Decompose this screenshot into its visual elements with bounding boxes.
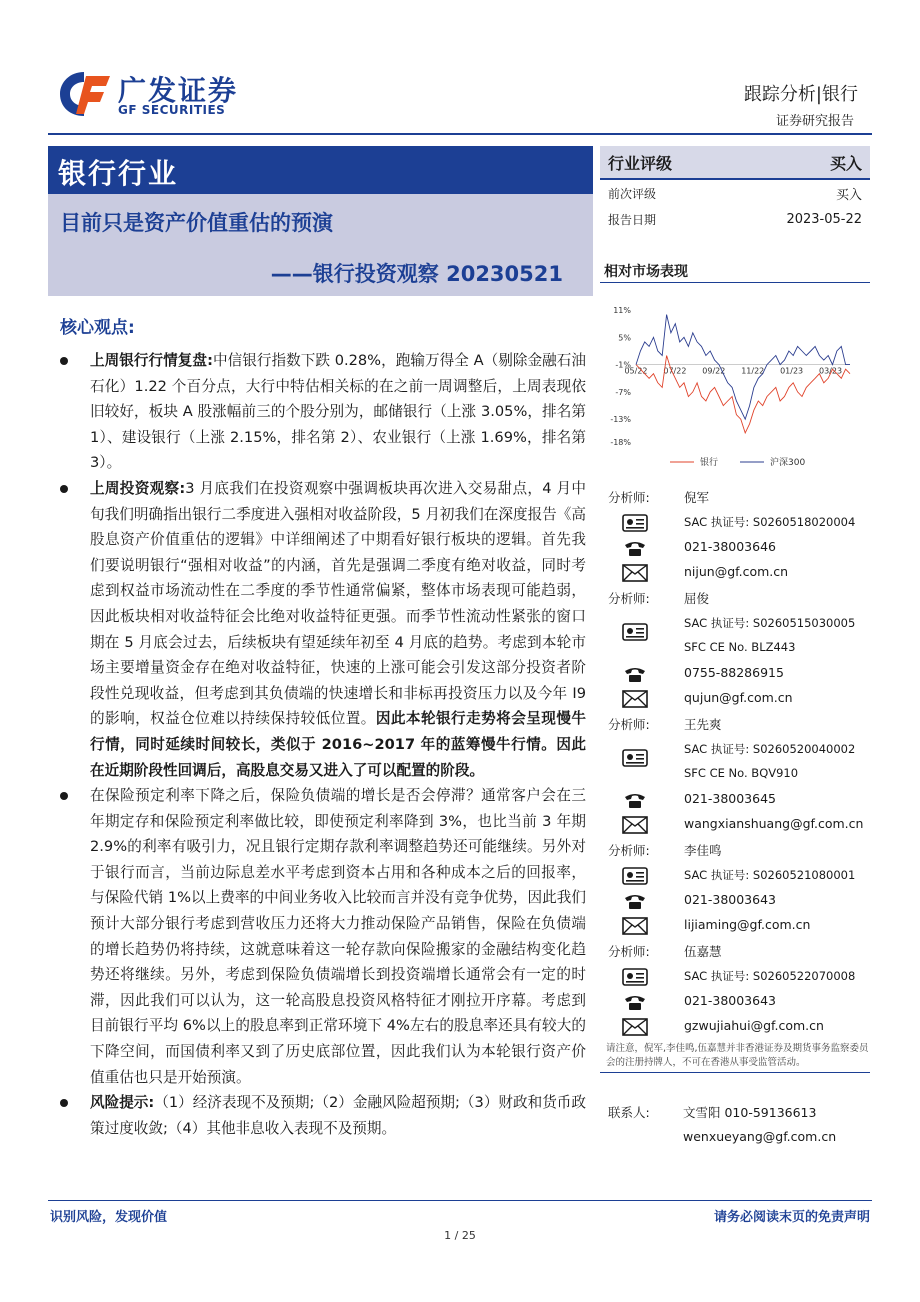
core-body [56, 348, 586, 1141]
para-insurance [56, 783, 586, 1090]
legend-label: 银行 [700, 458, 719, 468]
mail-icon [622, 1018, 648, 1036]
para-investment-view [56, 476, 586, 783]
report-date-label: 报告日期 [608, 212, 657, 227]
report-subtitle: ——银行投资观察 20230521 [270, 262, 563, 286]
x-tick-label: 03/23 [819, 366, 843, 376]
analyst-label: 分析师: [608, 490, 650, 505]
y-tick-label: 11% [613, 306, 631, 315]
page-number: 1 / 25 [444, 1229, 476, 1242]
bullet-icon [60, 792, 68, 800]
analyst-sfc: SFC CE No. BLZ443 [684, 640, 796, 654]
x-tick-label: 09/22 [702, 366, 726, 376]
analyst-email[interactable]: lijiaming@gf.com.cn [684, 917, 811, 932]
y-tick-label: -1% [615, 360, 631, 370]
x-tick-label: 05/22 [624, 366, 648, 376]
analyst-name: 倪军 [684, 490, 710, 505]
core-title: 核心观点: [60, 318, 135, 338]
para-text: 中信银行指数下跌 0.28%，跑输万得全 A（剔除金融石油石化）1.22 个百分点，大行中特估相关标的在之前一周调整后，上周表现依旧较好，板块 A 股涨幅前三的个股分别为，邮储银行（上涨 3.05%，排名第 1）、建设银行（上涨 2.15%，排名第 2）、农业银行（上涨 1.69%，排名第 3）。 [90, 352, 586, 472]
phone-icon [622, 539, 648, 557]
contact-name-phone: 文雪阳 010-59136613 [683, 1105, 817, 1120]
analyst-phone: 0755-88286915 [684, 665, 784, 680]
relative-performance-chart [600, 296, 870, 476]
note-divider [600, 1072, 870, 1073]
footer-divider [48, 1200, 872, 1201]
mail-icon [622, 564, 648, 582]
analyst-label: 分析师: [608, 591, 650, 606]
analyst-label: 分析师: [608, 843, 650, 858]
prev-rating-row [600, 180, 870, 206]
id-card-icon [622, 623, 648, 641]
id-card-icon [622, 749, 648, 767]
id-card-icon [622, 514, 648, 532]
phone-icon [622, 665, 648, 683]
para-lead: 上周投资观察: [90, 479, 186, 497]
analyst-email[interactable]: wangxianshuang@gf.com.cn [684, 816, 864, 831]
analyst-phone: 021-38003643 [684, 892, 776, 907]
report-date-row [600, 206, 870, 232]
analyst-email[interactable]: qujun@gf.com.cn [684, 690, 793, 705]
brand-name-en: GF SECURITIES [118, 103, 226, 117]
rating-header [600, 146, 870, 180]
phone-icon [622, 892, 648, 910]
prev-rating-label: 前次评级 [608, 186, 657, 201]
y-tick-label: -18% [610, 438, 631, 447]
bullet-icon [60, 485, 68, 493]
perf-title: 相对市场表现 [604, 264, 688, 280]
mail-icon [622, 690, 648, 708]
rating-value: 买入 [829, 153, 862, 173]
analyst-name: 王先爽 [684, 717, 722, 732]
report-date-value: 2023-05-22 [786, 211, 862, 227]
report-sub: 证券研究报告 [775, 114, 854, 129]
phone-icon [622, 791, 648, 809]
x-tick-label: 07/22 [663, 366, 687, 376]
analyst-sac: SAC 执证号: S0260518020004 [684, 515, 856, 529]
x-tick-label: 11/22 [741, 366, 765, 376]
x-tick-label: 01/23 [780, 366, 804, 376]
analyst-sac: SAC 执证号: S0260521080001 [684, 868, 856, 882]
para-bold-conclusion: 因此本轮银行走势将会呈现慢牛行情，同时延续时间较长，类似于 2016~2017 年的蓝筹慢牛行情。因此在近期阶段性回调后，高股息交易又进入了可以配置的阶段。 [90, 710, 586, 779]
para-lead: 风险提示: [90, 1094, 155, 1112]
legend-label: 沪深300 [770, 458, 806, 468]
footer-disclaimer[interactable]: 请务必阅读末页的免责声明 [713, 1210, 870, 1225]
bullet-icon [60, 1099, 68, 1107]
license-note: 请注意，倪军,李佳鸣,伍嘉慧并非香港证券及期货事务监察委员会的注册持牌人，不可在香港从事受监管活动。 [606, 1043, 869, 1068]
analyst-label: 分析师: [608, 717, 650, 732]
id-card-icon [622, 968, 648, 986]
analyst-phone: 021-38003643 [684, 993, 776, 1008]
bullet-icon [60, 357, 68, 365]
para-text: （1）经济表现不及预期;（2）金融风险超预期;（3）财政和货币政策过度收敛;（4）其他非息收入表现不及预期。 [90, 1094, 586, 1137]
para-market-review [56, 348, 586, 476]
analyst-phone: 021-38003646 [684, 539, 776, 554]
analyst-name: 屈俊 [684, 591, 710, 606]
phone-icon [622, 993, 648, 1011]
gf-logo-icon [58, 70, 112, 118]
perf-divider [600, 282, 870, 283]
analyst-sfc: SFC CE No. BQV910 [684, 766, 799, 780]
prev-rating-value: 买入 [835, 187, 862, 203]
analyst-phone: 021-38003645 [684, 791, 776, 806]
industry-title: 银行行业 [58, 157, 179, 190]
contact-label: 联系人: [608, 1105, 650, 1120]
analyst-label: 分析师: [608, 944, 650, 959]
y-tick-label: -13% [610, 415, 631, 425]
analyst-email[interactable]: gzwujiahui@gf.com.cn [684, 1018, 824, 1033]
analyst-email[interactable]: nijun@gf.com.cn [684, 564, 789, 579]
footer-slogan: 识别风险，发现价值 [50, 1210, 168, 1225]
y-tick-label: -7% [615, 387, 631, 397]
analyst-sac: SAC 执证号: S0260515030005 [684, 616, 856, 630]
mail-icon [622, 917, 648, 935]
analyst-name: 伍嘉慧 [684, 944, 722, 959]
report-headline: 目前只是资产价值重估的预演 [60, 211, 333, 235]
brand-name-cn: 广发证券 [118, 74, 239, 107]
analyst-sac: SAC 执证号: S0260520040002 [684, 742, 856, 756]
rating-label: 行业评级 [608, 153, 673, 173]
para-lead: 上周银行行情复盘: [90, 352, 213, 369]
y-tick-label: 5% [618, 333, 631, 343]
id-card-icon [622, 867, 648, 885]
mail-icon [622, 816, 648, 834]
para-risk [56, 1090, 586, 1141]
analyst-name: 李佳鸣 [684, 843, 722, 858]
para-text: 3 月底我们在投资观察中强调板块再次进入交易甜点，4 月中旬我们明确指出银行二季度进入强相对收益阶段，5 月初我们在深度报告《高股息资产价值重估的逻辑》中详细阐述了中期看好银行板块的逻辑。首先我们要说明银行“强相对收益”的内涵，首先是强调二季度有绝对收益，同时考虑到权益市场流动性在二季度的季节性通常偏紧，整体市场表现可能趋弱，因此板块相对收益特征会比绝对收益特征更强。而季节性流动性紧张的窗口期在 5 月底会过去，后续板块有望延续年初至 4 月底的趋势。考虑到本轮市场主要增量资金存在绝对收益特征，快速的上涨可能会引发这部分投资者阶段性兑现收益，但考虑到其负债端的快速增长和非标再投资压力以及今年 I9 的影响，权益仓位难以持续保持较低位置。 [90, 479, 586, 728]
para-text: 在保险预定利率下降之后，保险负债端的增长是否会停滞？通常客户会在三年期定存和保险预定利率做比较，即使预定利率降到 3%，也比当前 3 年期 2.9%的利率有吸引力，况且银行定期存款利率调整趋势还可能继续。另外对于银行而言，当前边际息差水平考虑到资本占用和各种成本之后的回报率，与保险代销 1%以上费率的中间业务收入比较而言并没有竞争优势，因此我们预计大部分银行考虑到营收压力还将大力推动保险产品销售，保险在负债端的增长趋势仍将持续，这就意味着这一轮存款向保险搬家的金融结构变化趋势还将继续。另外，考虑到保险负债端增长到投资端增长通常会有一定的时滞，因此我们可以认为，这一轮高股息投资风格特征才刚拉开序幕。考虑到目前银行平均 6%以上的股息率到正常环境下 4%左右的股息率还具有较大的下降空间，而国债利率又到了历史底部位置，因此我们认为本轮银行资产价值重估也只是开始预演。 [90, 787, 586, 1086]
rating-box [600, 146, 870, 232]
header-divider [48, 133, 872, 135]
analyst-sac: SAC 执证号: S0260522070008 [684, 969, 856, 983]
contact-email[interactable]: wenxueyang@gf.com.cn [683, 1129, 837, 1144]
report-kind: 跟踪分析|银行 [743, 84, 858, 105]
